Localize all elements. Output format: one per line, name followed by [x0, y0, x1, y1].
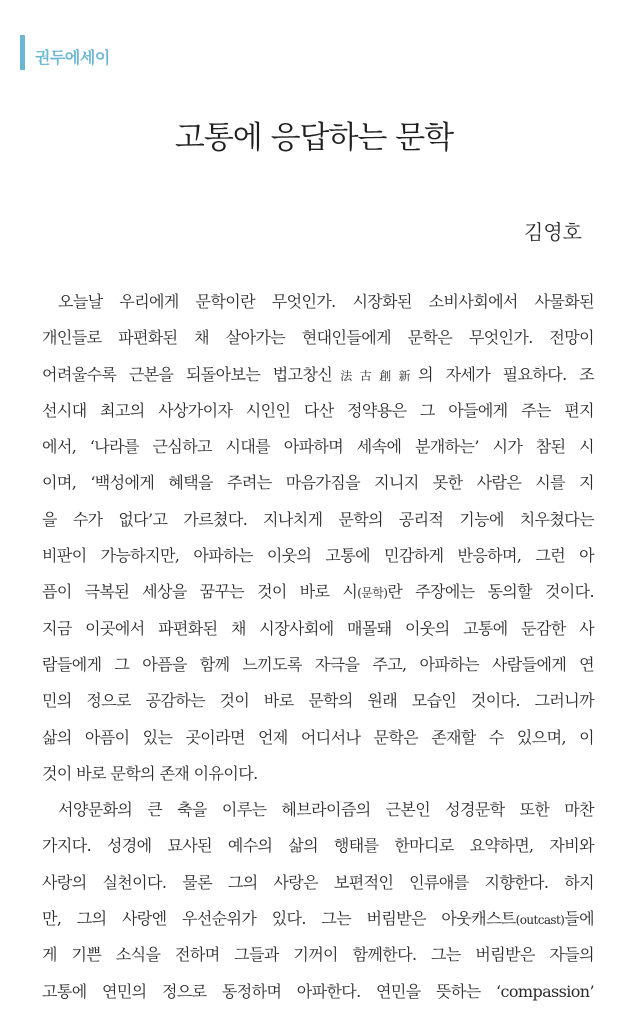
accent-bar: [20, 35, 25, 70]
body-line: 픔이 극복된 세상을 꿈꾸는 것이 바로 시(문학)란 주장에는 동의할 것이다.: [42, 582, 594, 602]
article-body: [42, 284, 594, 1010]
body-line: 가지다. 성경에 묘사된 예수의 삶의 행태를 한마디로 요약하면, 자비와: [42, 836, 594, 856]
body-line: 지금 이곳에서 파편화된 채 시장사회에 매몰돼 이웃의 고통에 둔감한 사: [42, 618, 594, 638]
body-line: 오늘날 우리에게 문학이란 무엇인가. 시장화된 소비사회에서 사물화된: [58, 292, 594, 311]
body-line: 개인들로 파편화된 채 살아가는 현대인들에게 문학은 무엇인가. 전망이: [42, 328, 594, 348]
body-line: 만, 그의 사랑엔 우선순위가 있다. 그는 버림받은 아웃캐스트(outcast)들에: [42, 909, 594, 929]
body-line: 어려울수록 근본을 되돌아보는 법고창신法古創新의 자세가 필요하다. 조: [42, 364, 595, 384]
hanja-annotation: 法古創新: [332, 368, 419, 383]
body-line: 민의 정으로 공감하는 것이 바로 문학의 원래 모습인 것이다. 그러니까: [42, 691, 594, 711]
body-line: 사랑의 실천이다. 물론 그의 사랑은 보편적인 인류애를 지향한다. 하지: [42, 872, 594, 892]
body-line: 게 기쁜 소식을 전하며 그들과 기꺼이 함께한다. 그는 버림받은 자들의: [42, 945, 594, 965]
body-line: 비판이 가능하지만, 아파하는 이웃의 고통에 민감하게 반응하며, 그런 아: [42, 546, 594, 566]
body-line: 이며, ‘백성에게 혜택을 주려는 마음가짐을 지니지 못한 사람은 시를 지: [42, 473, 594, 493]
body-line: 고통에 연민의 정으로 동정하며 아파한다. 연민을 뜻하는 ‘compassion’: [42, 981, 594, 1001]
parenthetical-annotation: (문학): [357, 586, 388, 601]
article-title: 고통에 응답하는 문학: [174, 120, 454, 156]
body-line: 선시대 최고의 사상가이자 시인인 다산 정약용은 그 아들에게 주는 편지: [42, 400, 594, 420]
section-label: 권두에세이: [35, 48, 110, 67]
body-line: 을 수가 없다’고 가르쳤다. 지나치게 문학의 공리적 기능에 치우쳤다는: [42, 509, 594, 529]
body-line: 것이 바로 문학의 존재 이유이다.: [42, 763, 258, 783]
body-line: 에서, ‘나라를 근심하고 시대를 아파하며 세속에 분개하는’ 시가 참된 시: [42, 437, 594, 457]
body-line: 삶의 아픔이 있는 곳이라면 언제 어디서나 문학은 존재할 수 있으며, 이: [42, 727, 594, 747]
section-header: [20, 35, 110, 70]
body-line: 서양문화의 큰 축을 이루는 헤브라이즘의 근본인 성경문학 또한 마찬: [58, 800, 594, 820]
author-name: 김영호: [524, 220, 582, 244]
english-annotation: (outcast): [515, 913, 565, 928]
body-line: 람들에게 그 아픔을 함께 느끼도록 자극을 주고, 아파하는 사람들에게 연: [42, 654, 594, 674]
